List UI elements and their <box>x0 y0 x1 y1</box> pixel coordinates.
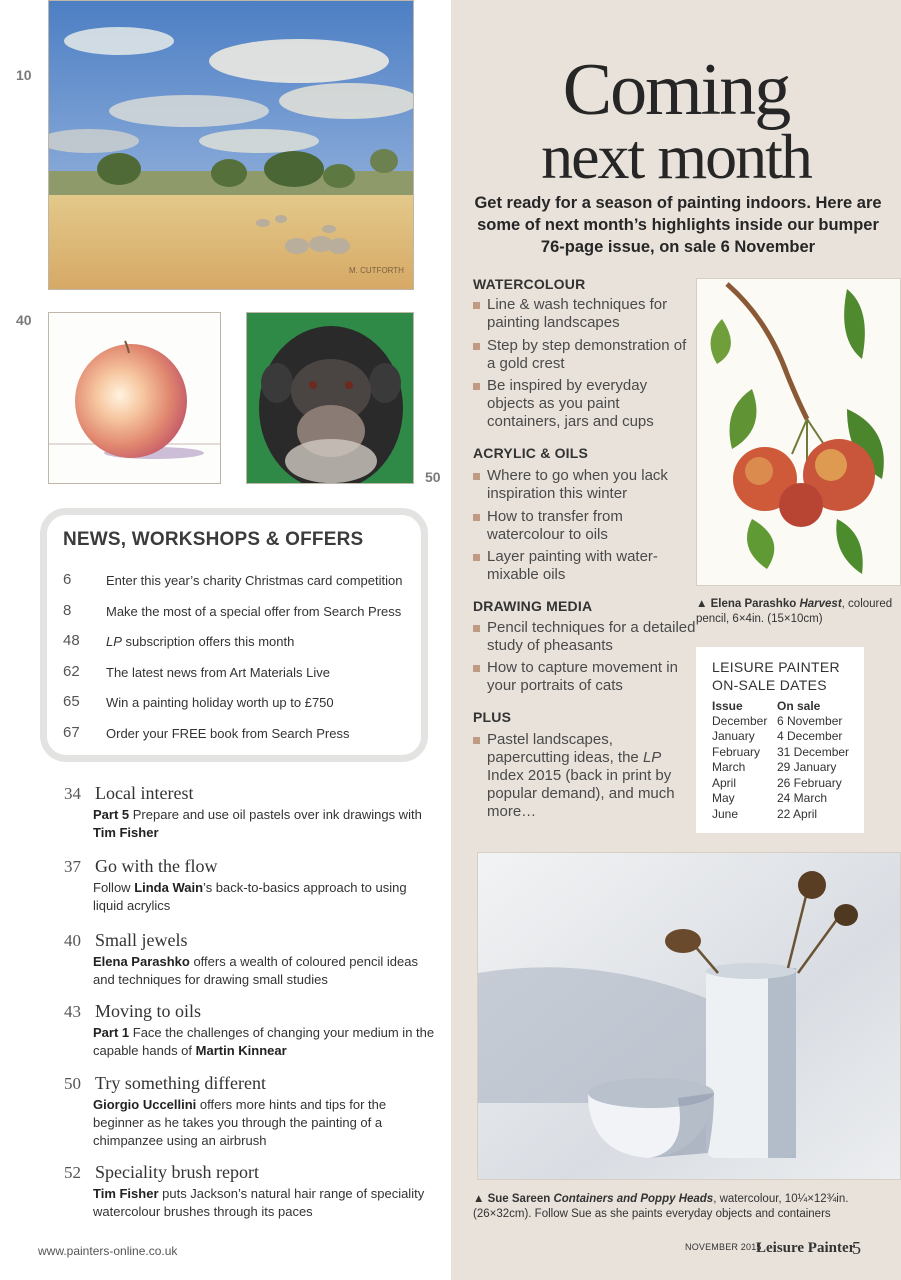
issue-month: January <box>712 729 755 743</box>
news-item-page: 62 <box>63 663 80 680</box>
painting-signature: M. CUTFORTH <box>349 266 404 275</box>
issue-date: NOVEMBER 2015 <box>685 1242 762 1252</box>
news-item[interactable] <box>63 693 423 715</box>
coming-next-month-panel: Coming next month Get ready for a season of painting indoors. Here are some of next month’s highlights inside our bumper 76-page issue, on sale 6 November WATERCOLOUR Line & wash techniques for painting landscapes Step by step demonstration of a gold crest Be inspired by everyday objects as you paint containers, jars and cups ACRYLIC & OILS Where to go when you lack inspiration this winter How to transfer from watercolour to oils Layer painting with water-mixable oils DRAWING MEDIA Pencil techniques for a detailed study of pheasants How to capture movement in your portraits of cats PLUS Pastel landscapes, papercutting ideas, the LP Index 2015 (back in print by popular demand), and much more… ▲ Elena Parashko Harvest, coloured pencil, 6×4in. (15×10cm) LEISURE PAINTER ON-SALE DATES Issue On sale December 6 November January 4 December February 31 December March 29 January April 26 February May 24 March June 22 April ▲ Sue Sareen Containers and Poppy Heads, watercolour, 10¼×12¾in. (26×32cm). Follow Sue as she paints everyday objects and containers NOVEMBER 2015 Leisure Painter 5 <box>451 0 901 1280</box>
news-item[interactable] <box>63 663 423 685</box>
news-item-text <box>106 634 294 649</box>
intro-text: Get ready for a season of painting indoors. Here are some of next month’s highlights inside our bumper 76-page issue, on sale 6 November <box>474 194 882 256</box>
bullet-square <box>473 473 480 480</box>
sale-date: 6 November <box>777 714 843 728</box>
feature-description: Part 5 Prepare and use oil pastels over ink drawings with Tim Fisher <box>93 807 422 840</box>
col-issue-header: Issue <box>712 699 743 713</box>
bullet-square <box>473 383 480 390</box>
feature-title: Speciality brush report <box>95 1162 259 1182</box>
feature-description: Elena Parashko offers a wealth of coloured pencil ideas and techniques for drawing small studies <box>93 954 418 987</box>
website-url[interactable]: www.painters-online.co.uk <box>38 1244 178 1258</box>
page-number: 5 <box>852 1238 861 1258</box>
section-title: PLUS <box>473 709 512 725</box>
issue-month: May <box>712 791 735 805</box>
news-item-page: 48 <box>63 632 80 649</box>
feature-description: Follow Linda Wain’s back-to-basics approach to using liquid acrylics <box>93 880 407 913</box>
col-on-sale-header: On sale <box>777 699 821 713</box>
news-item-page: 6 <box>63 571 72 588</box>
news-item-text: Win a painting holiday worth up to £750 <box>106 695 334 710</box>
feature-page: 43 <box>64 1002 81 1021</box>
feature-page: 40 <box>64 931 81 950</box>
sale-date: 4 December <box>777 729 843 743</box>
on-sale-heading: LEISURE PAINTER ON-SALE DATES <box>712 659 840 693</box>
issue-month: June <box>712 807 739 821</box>
feature-title: Small jewels <box>95 930 188 950</box>
on-sale-dates-box <box>696 647 864 833</box>
sale-date: 26 February <box>777 776 842 790</box>
news-item[interactable] <box>63 632 423 654</box>
bullet-square <box>473 665 480 672</box>
page-ref-40: 40 <box>16 312 32 328</box>
landscape-painting <box>48 0 414 290</box>
bullet-square <box>473 514 480 521</box>
page-ref-10: 10 <box>16 67 32 83</box>
feature-page: 34 <box>64 784 81 803</box>
issue-month: April <box>712 776 737 790</box>
feature-page: 52 <box>64 1163 81 1182</box>
news-item-text: Make the most of a special offer from Search Press <box>106 604 402 619</box>
news-item-page: 8 <box>63 602 72 619</box>
news-item-page: 65 <box>63 693 80 710</box>
section-title: ACRYLIC & OILS <box>473 445 589 461</box>
apple-drawing <box>48 312 221 484</box>
news-item-page: 67 <box>63 724 80 741</box>
feature-title: Go with the flow <box>95 856 218 876</box>
section-title: DRAWING MEDIA <box>473 598 593 614</box>
feature-description: Tim Fisher puts Jackson’s natural hair range of speciality watercolour brushes through its paces <box>93 1186 425 1219</box>
sale-date: 22 April <box>777 807 818 821</box>
chimpanzee-painting <box>246 312 414 484</box>
feature-title: Local interest <box>95 783 194 803</box>
sale-date: 31 December <box>777 745 850 759</box>
feature-page: 37 <box>64 857 81 876</box>
feature-page: 50 <box>64 1074 81 1093</box>
page-ref-50: 50 <box>425 469 441 485</box>
harvest-caption: ▲ Elena Parashko Harvest, coloured pencil, 6×4in. (15×10cm) <box>696 598 893 625</box>
feature-description: Giorgio Uccellini offers more hints and tips for the beginner as he takes you through the painting of a chimpanzee using an airbrush <box>93 1097 387 1148</box>
headline-line-2: next month <box>541 121 811 192</box>
feature-title: Moving to oils <box>95 1001 202 1021</box>
news-workshops-offers-box <box>40 508 428 762</box>
sale-date: 29 January <box>777 760 837 774</box>
issue-month: December <box>712 714 768 728</box>
magazine-logo: Leisure Painter <box>756 1240 856 1256</box>
bullet-square <box>473 625 480 632</box>
news-item-text: The latest news from Art Materials Live <box>106 665 330 680</box>
news-heading: NEWS, WORKSHOPS & OFFERS <box>63 529 364 550</box>
issue-month: February <box>712 745 761 759</box>
bullet-square <box>473 737 480 744</box>
news-item[interactable] <box>63 571 423 593</box>
sale-date: 24 March <box>777 791 828 805</box>
news-item-text: Order your FREE book from Search Press <box>106 726 350 741</box>
containers-caption: ▲ Sue Sareen Containers and Poppy Heads, watercolour, 10¼×12¾in. (26×32cm). Follow Sue as she paints everyday objects and containers <box>473 1193 849 1220</box>
section-title: WATERCOLOUR <box>473 276 586 292</box>
issue-month: March <box>712 760 746 774</box>
news-item[interactable] <box>63 724 423 746</box>
lp-italic: LP <box>106 634 122 649</box>
feature-description: Part 1 Face the challenges of changing your medium in the capable hands of Martin Kinnear <box>93 1025 435 1058</box>
bullet-square <box>473 554 480 561</box>
headline-line-1: Coming <box>562 49 790 131</box>
harvest-illustration <box>696 278 901 586</box>
news-item[interactable] <box>63 602 423 624</box>
feature-title: Try something different <box>95 1073 266 1093</box>
news-item-text: Enter this year’s charity Christmas card competition <box>106 573 403 588</box>
containers-poppy-heads-painting <box>477 852 901 1180</box>
news-item-text-rest: subscription offers this month <box>121 634 295 649</box>
bullet-square <box>473 343 480 350</box>
bullet-square <box>473 302 480 309</box>
